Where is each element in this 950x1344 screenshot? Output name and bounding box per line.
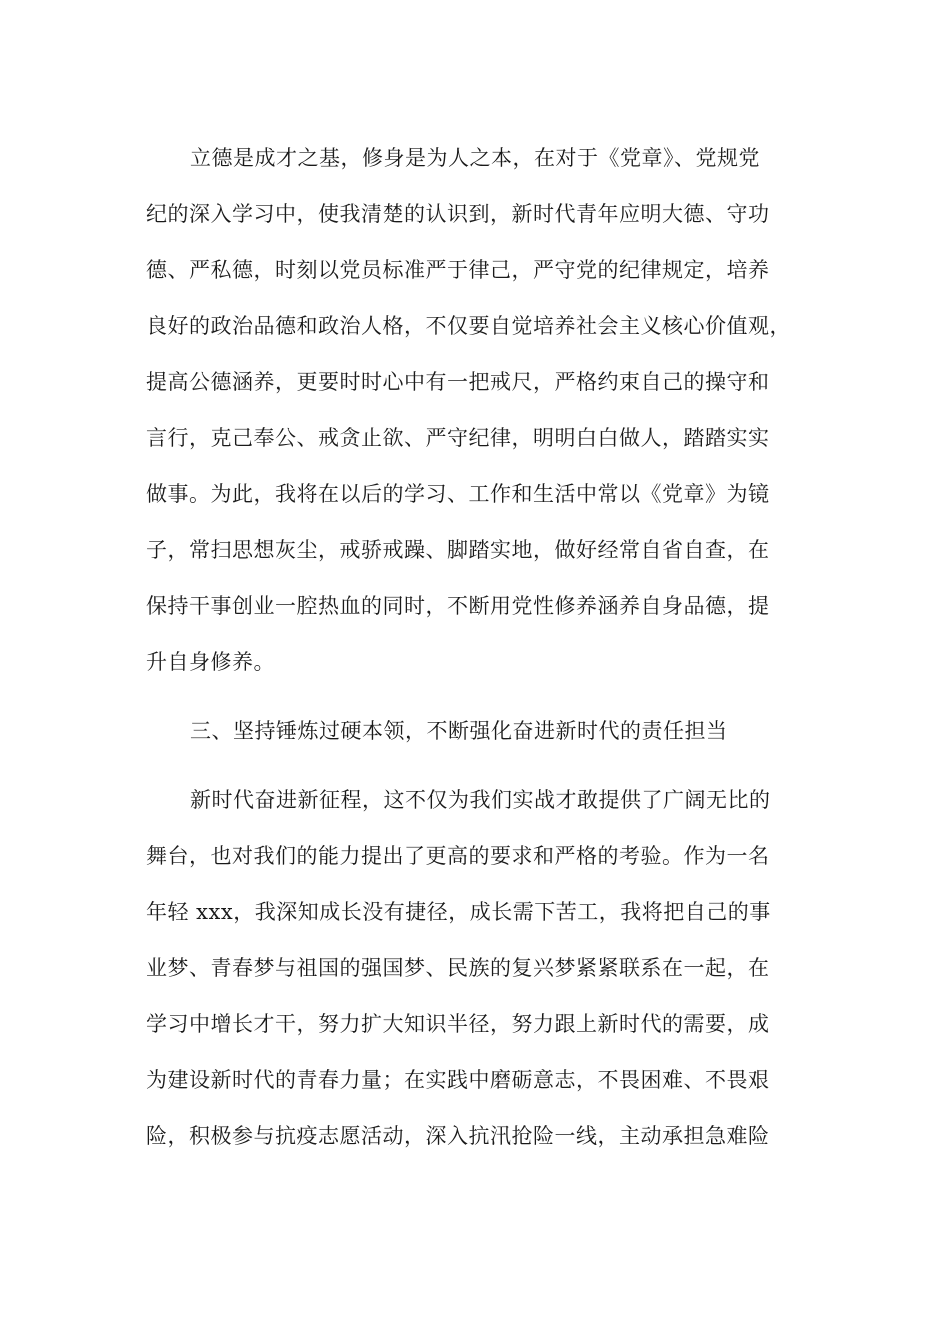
text-line: 升自身修养。: [146, 650, 275, 674]
text-line: 纪的深入学习中，使我清楚的认识到，新时代青年应明大德、守功: [146, 202, 770, 226]
text-line: 子，常扫思想灰尘，戒骄戒躁、脚踏实地，做好经常自省自查，在: [146, 538, 770, 562]
text-line: 提高公德涵养，更要时时心中有一把戒尺，严格约束自己的操守和: [146, 370, 770, 394]
text-line: 保持干事创业一腔热血的同时，不断用党性修养涵养自身品德，提: [146, 594, 770, 618]
text-line: 舞台，也对我们的能力提出了更高的要求和严格的考验。作为一名: [146, 844, 770, 868]
text-line: 立德是成才之基，修身是为人之本，在对于《党章》、党规党: [190, 146, 760, 170]
text-line: 言行，克己奉公、戒贪止欲、严守纪律，明明白白做人，踏踏实实: [146, 426, 770, 450]
text-line: 业梦、青春梦与祖国的强国梦、民族的复兴梦紧紧联系在一起，在: [146, 956, 770, 980]
text-line: 险，积极参与抗疫志愿活动，深入抗汛抢险一线，主动承担急难险: [146, 1124, 770, 1148]
paragraph-moral-cultivation: [146, 130, 818, 690]
document-body: [146, 130, 818, 1164]
text-line: 年轻 xxx，我深知成长没有捷径，成长需下苦工，我将把自己的事: [146, 900, 771, 924]
paragraph-skills-responsibility: [146, 772, 818, 1164]
text-line: 做事。为此，我将在以后的学习、工作和生活中常以《党章》为镜: [146, 482, 770, 506]
text-line: 学习中增长才干，努力扩大知识半径，努力跟上新时代的需要，成: [146, 1012, 770, 1036]
heading-line: 三、坚持锤炼过硬本领，不断强化奋进新时代的责任担当: [190, 719, 728, 743]
text-line: 新时代奋进新征程，这不仅为我们实战才敢提供了广阔无比的: [190, 788, 771, 812]
text-line: 为建设新时代的青春力量；在实践中磨砺意志，不畏困难、不畏艰: [146, 1068, 770, 1092]
section-heading-three: [146, 703, 818, 759]
text-line: 良好的政治品德和政治人格，不仅要自觉培养社会主义核心价值观，: [146, 314, 791, 338]
text-line: 德、严私德，时刻以党员标准严于律己，严守党的纪律规定，培养: [146, 258, 770, 282]
